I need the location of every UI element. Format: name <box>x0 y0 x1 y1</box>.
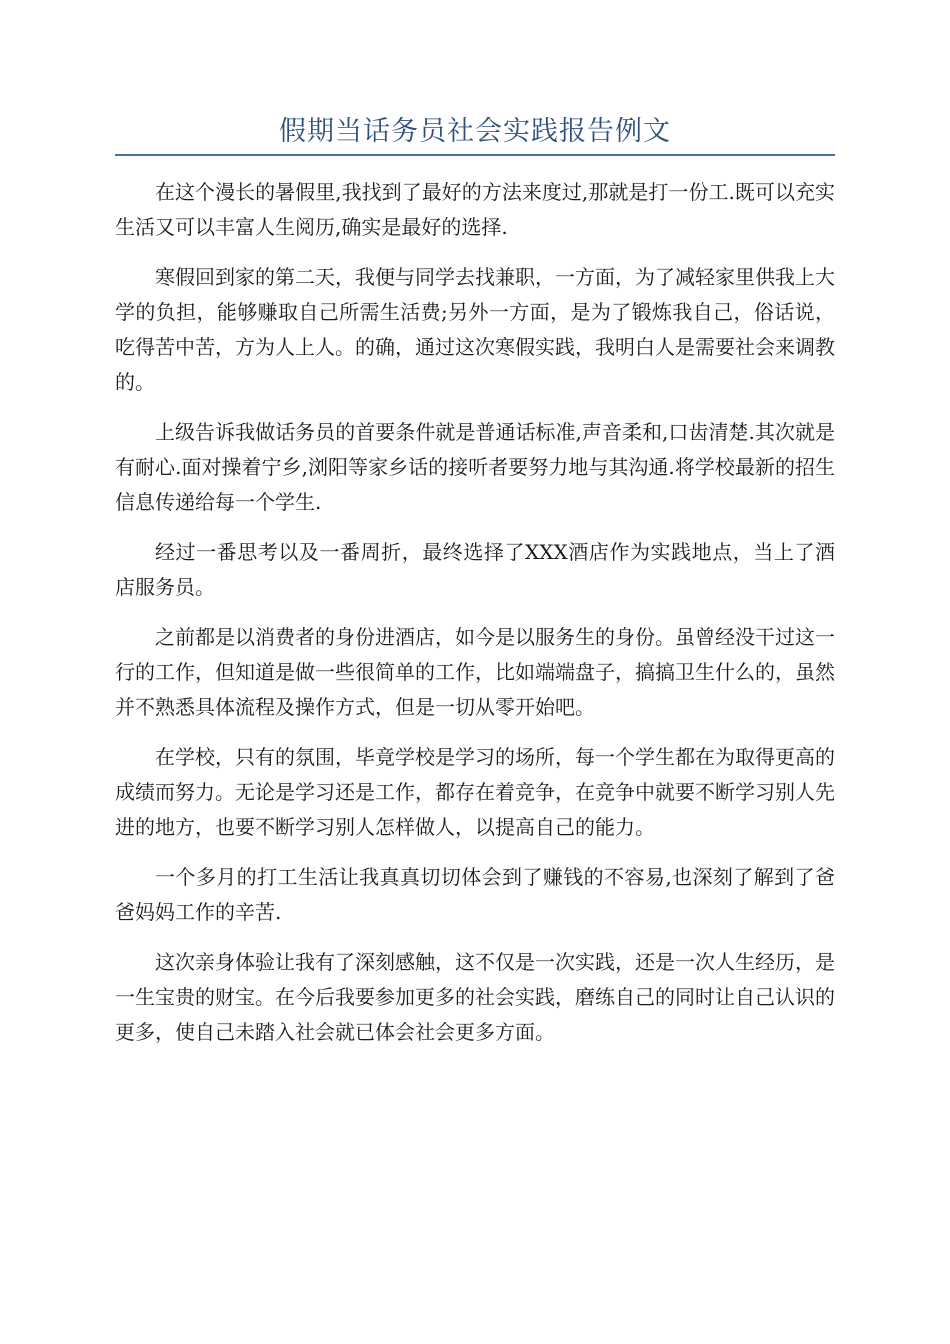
title-underline <box>115 154 835 156</box>
paragraph: 寒假回到家的第二天，我便与同学去找兼职，一方面，为了减轻家里供我上大学的负担，能够赚取自己所需生活费;另外一方面，是为了锻炼我自己，俗话说，吃得苦中苦，方为人上人。的确，通过这次寒假实践，我明白人是需要社会来调教的。 <box>115 265 835 394</box>
document-body <box>115 175 835 1065</box>
paragraph: 在这个漫长的暑假里,我找到了最好的方法来度过,那就是打一份工.既可以充实生活又可以丰富人生阅历,确实是最好的选择. <box>115 180 835 239</box>
document-title: 假期当话务员社会实践报告例文 <box>279 116 671 147</box>
paragraph: 上级告诉我做话务员的首要条件就是普通话标准,声音柔和,口齿清楚.其次就是有耐心.面对操着宁乡,浏阳等家乡话的接听者要努力地与其沟通.将学校最新的招生信息传递给每一个学生. <box>115 420 835 514</box>
paragraph: 这次亲身体验让我有了深刻感触，这不仅是一次实践，还是一次人生经历，是一生宝贵的财宝。在今后我要参加更多的社会实践，磨练自己的同时让自己认识的更多，使自己未踏入社会就已体会社会更多方面。 <box>115 950 835 1044</box>
paragraph: 经过一番思考以及一番周折，最终选择了XXX酒店作为实践地点，当上了酒店服务员。 <box>115 540 835 599</box>
paragraph: 之前都是以消费者的身份进酒店，如今是以服务生的身份。虽曾经没干过这一行的工作，但知道是做一些很简单的工作，比如端端盘子，搞搞卫生什么的，虽然并不熟悉具体流程及操作方式，但是一切从零开始吧。 <box>115 625 835 719</box>
paragraph: 在学校，只有的氛围，毕竟学校是学习的场所，每一个学生都在为取得更高的成绩而努力。无论是学习还是工作，都存在着竞争，在竞争中就要不断学习别人先进的地方，也要不断学习别人怎样做人，以提高自己的能力。 <box>115 745 835 839</box>
paragraph: 一个多月的打工生活让我真真切切体会到了赚钱的不容易,也深刻了解到了爸爸妈妈工作的辛苦. <box>115 865 835 924</box>
